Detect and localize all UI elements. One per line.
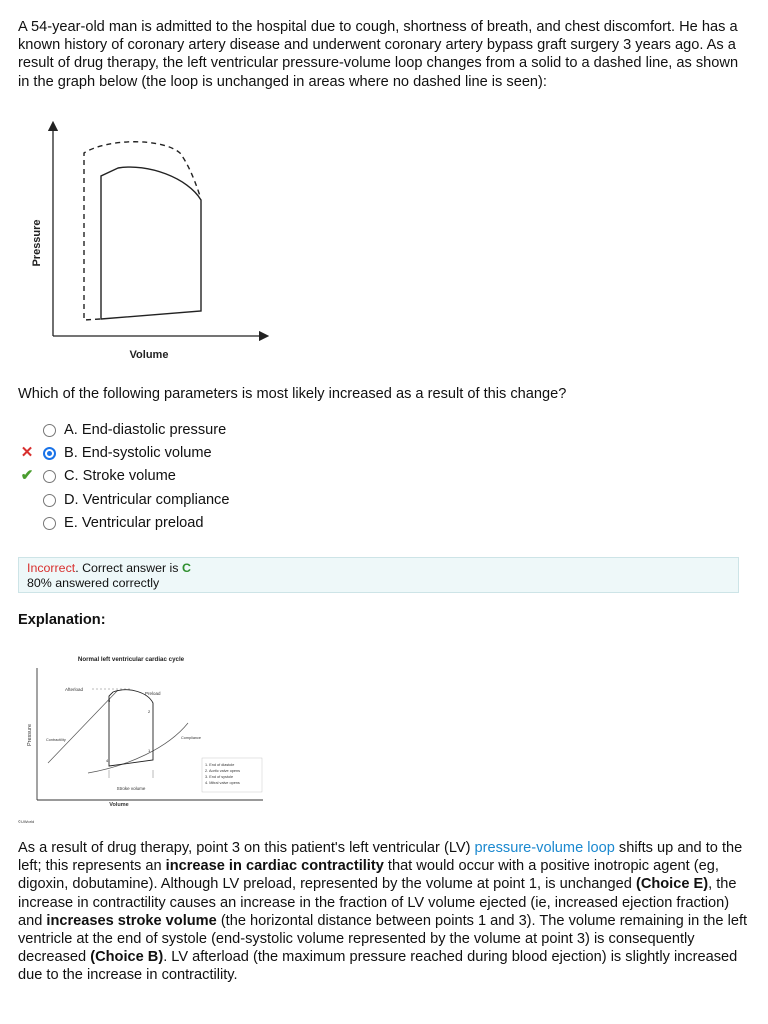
figure-title: Normal left ventricular cardiac cycle (77, 656, 185, 663)
expl-bold-2: (Choice E) (635, 876, 709, 893)
choice-a[interactable] (18, 420, 418, 443)
radio-d[interactable] (43, 494, 56, 507)
x-axis-label: Volume (129, 349, 169, 361)
point-2: 2 (148, 709, 151, 714)
choice-e[interactable] (18, 513, 418, 536)
choice-c[interactable] (18, 466, 418, 489)
expl-bold-4: (Choice B) (90, 949, 164, 966)
fig2-x-label: Volume (109, 802, 129, 808)
expl-text-2: shifts up and to the left; this represents an (18, 840, 743, 875)
expl-text-1: As a result of drug therapy, point 3 on this patient's left ventricular (LV) (18, 840, 475, 856)
y-axis-label: Pressure (31, 219, 43, 267)
choice-b-label: B. End-systolic volume (64, 445, 212, 462)
point-4: 4 (106, 758, 109, 763)
question-prompt: Which of the following parameters is most likely increased as a result of this change? (18, 386, 567, 402)
expl-text-5: (the horizontal distance between points 1 and 3). The volume remaining in the left ventricle at the end of systole (end-systolic volume represented by the volume at point 3) is consequently decreased (18, 912, 748, 966)
result-status: Incorrect (27, 561, 76, 575)
fig2-y-label: Pressure (27, 723, 33, 747)
normal-cardiac-cycle-figure (18, 648, 273, 830)
choice-c-label: C. Stroke volume (64, 468, 176, 485)
copyright: ©UWorld (18, 819, 35, 824)
compliance-label: Compliance (181, 736, 202, 740)
correct-answer-prefix: . Correct answer is (75, 561, 182, 575)
legend-3: 3. End of systole (205, 775, 234, 779)
radio-e[interactable] (43, 517, 56, 530)
legend-4: 4. Mitral valve opens (205, 781, 240, 785)
expl-text-4: , the increase in contractility causes an increase in the fraction of LV volume ejected (ie, increased ejection fraction) and (18, 876, 737, 929)
explanation-text (18, 839, 753, 985)
radio-b-selected[interactable] (43, 447, 56, 460)
choice-d[interactable] (18, 490, 418, 513)
correct-answer-letter: C (181, 561, 191, 575)
radio-c[interactable] (43, 470, 56, 483)
expl-bold-1: increase in cardiac contractility (165, 858, 384, 875)
expl-text-3: that would occur with a positive inotropic agent (eg, digoxin, dobutamine). Although LV preload, represented by the volume at point 1, is unchanged (18, 858, 719, 893)
expl-text-6: . LV afterload (the maximum pressure reached during blood ejection) is slightly increased due to the increase in contractility. (18, 949, 738, 984)
correct-check-icon: ✔ (20, 467, 34, 485)
expl-bold-3: increases stroke volume (46, 912, 217, 929)
point-1: 1 (148, 748, 151, 753)
pressure-volume-loop-figure (18, 108, 273, 370)
answer-stats: 80% answered correctly (27, 575, 160, 590)
choice-e-label: E. Ventricular preload (64, 514, 204, 531)
result-banner (18, 557, 739, 593)
choice-d-label: D. Ventricular compliance (64, 491, 230, 508)
pressure-volume-loop-link[interactable]: pressure-volume loop (474, 840, 615, 856)
point-3: 3 (108, 698, 111, 703)
question-stem: A 54-year-old man is admitted to the hospital due to cough, shortness of breath, and chest discomfort. He has a known history of coronary artery disease and underwent coronary artery bypass graft surgery 3 years ago. As a result of drug therapy, the left ventricular pressure-volume loop changes from a solid to a dashed line, as shown in the graph below (the loop is unchanged in areas where no dashed line is seen): (18, 19, 739, 90)
result-line (27, 561, 730, 576)
stroke-volume-label: Stroke volume (116, 786, 146, 791)
incorrect-x-icon: ✕ (20, 444, 34, 462)
preload-label: Preload (145, 691, 161, 696)
radio-a[interactable] (43, 424, 56, 437)
contractility-label: Contractility (46, 738, 66, 742)
legend-2: 2. Aortic valve opens (205, 769, 241, 773)
legend-1: 1. End of diastole (205, 763, 235, 767)
choice-a-label: A. End-diastolic pressure (64, 422, 227, 438)
afterload-label: Afterload (65, 687, 84, 692)
compliance-curve (88, 723, 188, 773)
choice-b[interactable] (18, 443, 418, 466)
answer-choices (18, 420, 418, 536)
explanation-title: Explanation: (18, 612, 106, 628)
solid-loop (101, 167, 201, 319)
